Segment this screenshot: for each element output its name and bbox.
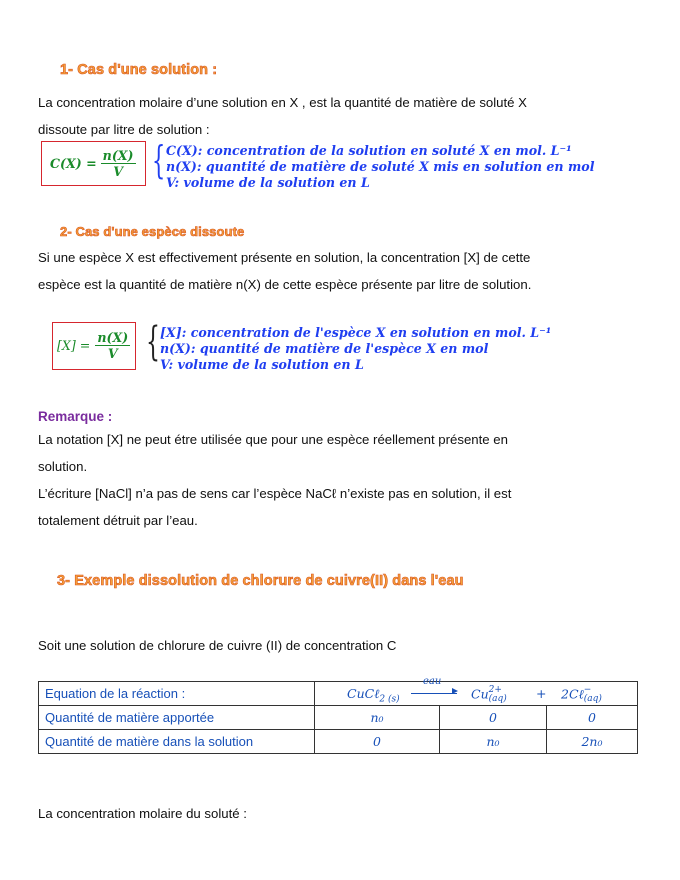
arrow-label: eau bbox=[423, 676, 442, 687]
brace-2: { bbox=[146, 319, 160, 365]
product-2 bbox=[561, 686, 602, 704]
reaction-arrow bbox=[411, 693, 457, 694]
product-2-formula: 2Cℓ bbox=[561, 686, 584, 702]
section-2-title: 2- Cas d'une espèce dissoute bbox=[60, 224, 245, 239]
formula-2-fraction bbox=[95, 330, 130, 361]
table-cell: n₀ bbox=[315, 706, 440, 730]
product-2-state: (aq) bbox=[583, 694, 602, 704]
definition-2-x: [X]: concentration de l'espèce X en solution en mol. L⁻¹ bbox=[160, 325, 552, 340]
section-1-paragraph bbox=[38, 89, 527, 143]
table-cell: 2n₀ bbox=[547, 730, 638, 754]
table-cell: 0 bbox=[440, 706, 547, 730]
product-1-formula: Cu bbox=[471, 686, 489, 702]
reactant-formula: CuCℓ bbox=[347, 686, 380, 701]
table-row bbox=[39, 682, 638, 706]
plus-sign: + bbox=[536, 686, 547, 701]
remark-line-1: La notation [X] ne peut étre utilisée que pour une espèce réellement présente en bbox=[38, 432, 508, 447]
reaction-equation bbox=[315, 676, 638, 706]
section-3-intro: Soit une solution de chlorure de cuivre (II) de concentration C bbox=[38, 638, 397, 653]
formula-1-numerator: n(X) bbox=[102, 148, 134, 163]
formula-2-numerator: n(X) bbox=[97, 330, 129, 345]
product-2-charge: − bbox=[583, 685, 592, 695]
row-label-solution: Quantité de matière dans la solution bbox=[39, 730, 315, 754]
formula-2-denominator: V bbox=[107, 346, 118, 361]
section-2-paragraph bbox=[38, 244, 531, 298]
remark-paragraph bbox=[38, 426, 511, 534]
table-cell: 0 bbox=[547, 706, 638, 730]
reaction-table bbox=[38, 676, 638, 754]
definition-2-n: n(X): quantité de matière de l'espèce X en mol bbox=[160, 341, 489, 356]
product-1-state: (aq) bbox=[488, 694, 507, 704]
row-label-equation: Equation de la réaction : bbox=[39, 682, 315, 706]
definition-1-c: C(X): concentration de la solution en soluté X en mol. L⁻¹ bbox=[166, 143, 572, 158]
section-1-line-2: dissoute par litre de solution : bbox=[38, 122, 210, 137]
brace-1: { bbox=[152, 138, 166, 182]
table-cell: n₀ bbox=[440, 730, 547, 754]
remark-title: Remarque : bbox=[38, 409, 113, 424]
formula-1-denominator: V bbox=[113, 164, 123, 179]
formula-1-lhs: C(X) = bbox=[50, 156, 97, 171]
definition-1-n: n(X): quantité de matière de soluté X mis en solution en mol bbox=[166, 159, 595, 174]
row-label-initial: Quantité de matière apportée bbox=[39, 706, 315, 730]
product-1-charge: 2+ bbox=[488, 685, 502, 695]
reactant-state: 2 (s) bbox=[379, 694, 400, 705]
remark-line-3: L’écriture [NaCl] n’a pas de sens car l’espèce NaCℓ n’existe pas en solution, il est bbox=[38, 486, 512, 501]
table-cell: 0 bbox=[315, 730, 440, 754]
definitions-2 bbox=[160, 325, 551, 373]
definitions-1 bbox=[166, 143, 594, 191]
table-row bbox=[39, 730, 638, 754]
arrow-head-icon bbox=[452, 688, 458, 694]
formula-1 bbox=[50, 145, 136, 182]
table-row bbox=[39, 706, 638, 730]
reactant bbox=[347, 686, 400, 705]
remark-line-2: solution. bbox=[38, 459, 88, 474]
section-3-title: 3- Exemple dissolution de chlorure de cuivre(II) dans l'eau bbox=[57, 573, 464, 589]
formula-2 bbox=[57, 326, 130, 365]
formula-1-fraction bbox=[101, 148, 136, 179]
remark-line-4: totalement détruit par l’eau. bbox=[38, 513, 198, 528]
section-3-closing: La concentration molaire du soluté : bbox=[38, 806, 247, 821]
product-1 bbox=[471, 686, 507, 704]
section-1-line-1: La concentration molaire d’une solution en X , est la quantité de matière de soluté X bbox=[38, 95, 527, 110]
section-2-line-2: espèce est la quantité de matière n(X) de cette espèce présente par litre de solution. bbox=[38, 277, 532, 292]
section-2-line-1: Si une espèce X est effectivement présente en solution, la concentration [X] de cette bbox=[38, 250, 531, 265]
formula-2-lhs: [X] = bbox=[57, 338, 91, 353]
definition-1-v: V: volume de la solution en L bbox=[166, 175, 370, 190]
definition-2-v: V: volume de la solution en L bbox=[160, 357, 364, 372]
section-1-title: 1- Cas d'une solution : bbox=[60, 62, 218, 78]
